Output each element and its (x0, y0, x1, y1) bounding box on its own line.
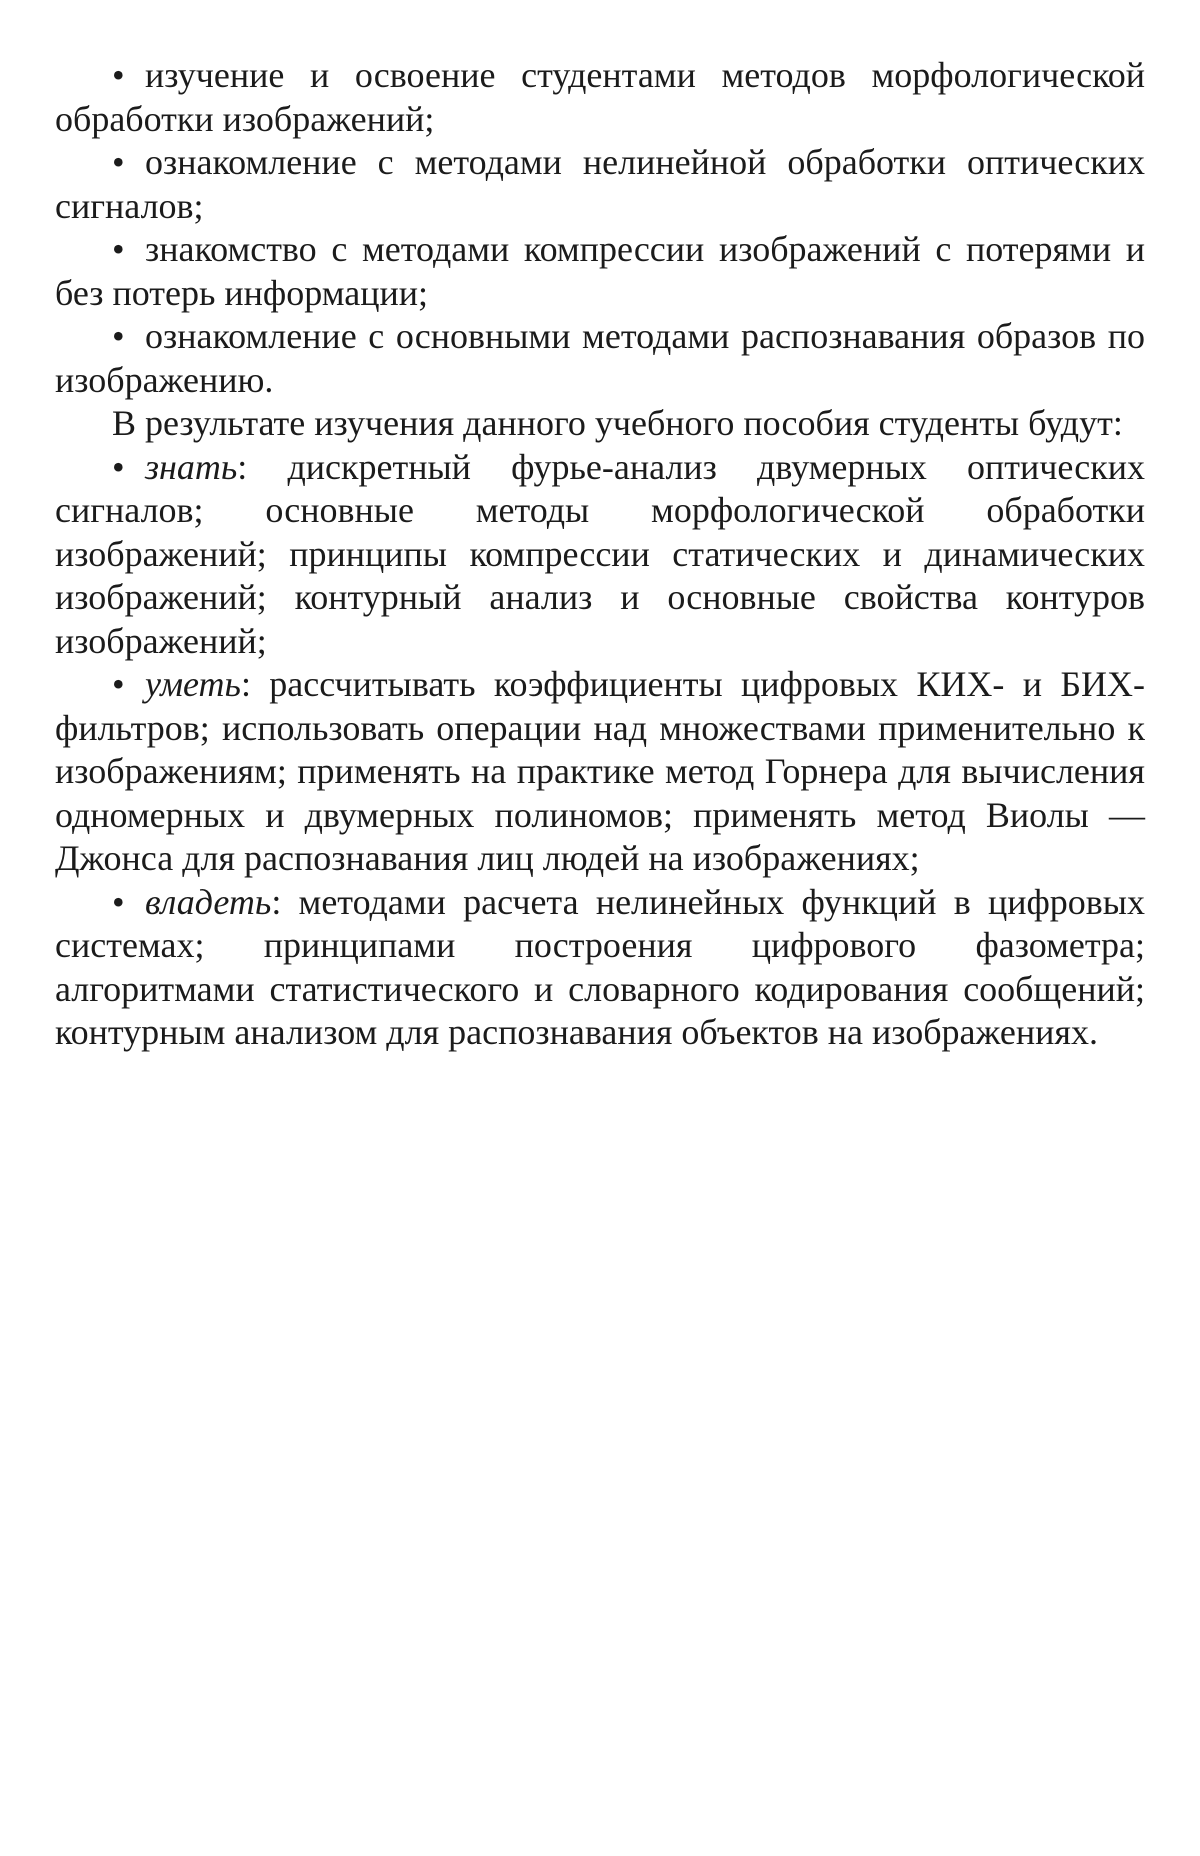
goal-text: ознакомление с методами нелинейной обработки оптических сигналов; (55, 142, 1145, 226)
goal-item (55, 228, 1145, 315)
bullet-icon: • (112, 142, 125, 182)
result-text: : методами расчета нелинейных функций в цифровых системах; принципами построения цифрового фазометра; алгоритмами статистического и словарного кодирования сообщений; контурным анализом для распознавания объектов на изображениях. (55, 881, 1145, 1052)
bullet-icon: • (112, 229, 125, 269)
result-term: владеть (145, 881, 272, 922)
bullet-icon: • (112, 316, 125, 356)
goal-text: знакомство с методами компрессии изображений с потерями и без потерь информации; (55, 229, 1145, 313)
result-item-can (55, 663, 1145, 881)
result-term: уметь (145, 664, 241, 704)
bullet-icon: • (112, 881, 125, 922)
result-item-master (55, 881, 1145, 1055)
result-text: : рассчитывать коэффициенты цифровых КИХ- и БИХ-фильтров; использовать операции над множествами применительно к изображениям; применять на практике метод Горнера для вычисления одномерных и двумерных полиномов; применять метод Виолы — Джонса для распознавания лиц людей на изображениях; (55, 664, 1145, 878)
goal-text: изучение и освоение студентами методов морфологической обработки изображений; (55, 55, 1145, 139)
goal-item (55, 315, 1145, 402)
result-term: знать (145, 446, 238, 487)
goal-text: ознакомление с основными методами распознавания образов по изображению. (55, 316, 1145, 400)
bullet-icon: • (112, 664, 125, 704)
results-intro: В результате изучения данного учебного пособия студенты будут: (112, 403, 1123, 443)
goal-item (55, 141, 1145, 228)
bullet-icon: • (112, 55, 125, 95)
page-text (55, 54, 1145, 1055)
result-item-know (55, 446, 1145, 664)
result-text: : дискретный фурье-анализ двумерных оптических сигналов; основные методы морфологической обработки изображений; принципы компрессии статических и динамических изображений; контурный анализ и основные свойства контуров изображений; (55, 446, 1145, 661)
goal-item (55, 54, 1145, 141)
bullet-icon: • (112, 446, 125, 487)
